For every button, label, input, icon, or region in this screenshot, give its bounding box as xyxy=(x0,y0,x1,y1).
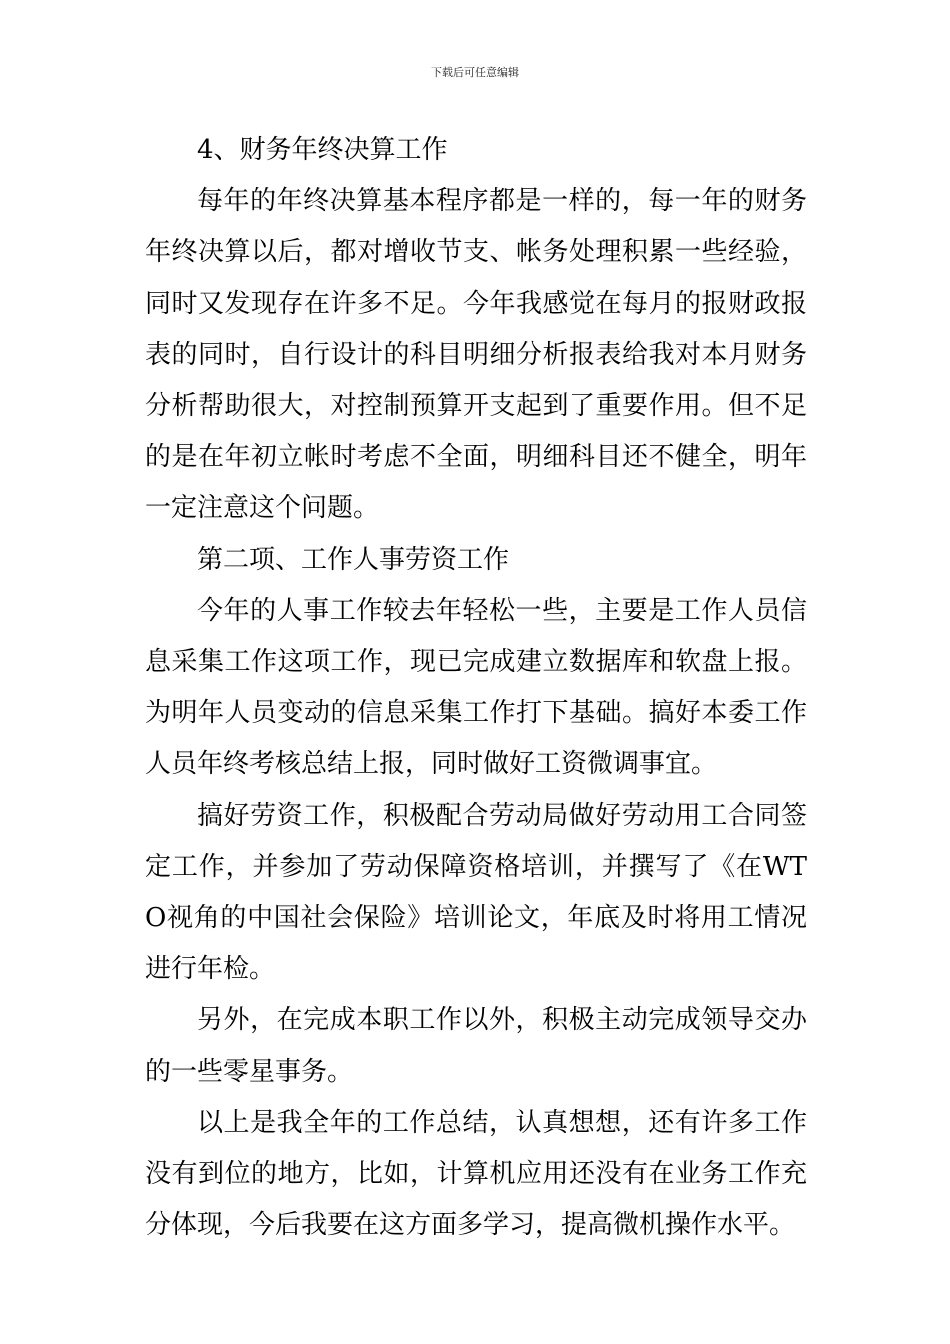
document-body xyxy=(145,125,807,1251)
page-header: 下载后可任意编辑 xyxy=(431,66,519,79)
section-heading-finance: 4、财务年终决算工作 xyxy=(197,135,448,165)
paragraph-personnel-work: 今年的人事工作较去年轻松一些，主要是工作人员信息采集工作这项工作，现已完成建立数据库和软盘上报。为明年人员变动的信息采集工作打下基础。搞好本委工作人员年终考核总结上报，同时做好工资微调事宜。 xyxy=(145,595,807,780)
paragraph-conclusion: 以上是我全年的工作总结，认真想想，还有许多工作没有到位的地方，比如，计算机应用还没有在业务工作充分体现，今后我要在这方面多学习，提高微机操作水平。 xyxy=(145,1107,807,1241)
paragraph-labor-work: 搞好劳资工作，积极配合劳动局做好劳动用工合同签定工作，并参加了劳动保障资格培训，并撰写了《在WTO视角的中国社会保险》培训论文，年底及时将用工情况进行年检。 xyxy=(145,800,807,985)
paragraph-finance-summary: 每年的年终决算基本程序都是一样的，每一年的财务年终决算以后，都对增收节支、帐务处理积累一些经验，同时又发现存在许多不足。今年我感觉在每月的报财政报表的同时，自行设计的科目明细分析报表给我对本月财务分析帮助很大，对控制预算开支起到了重要作用。但不足的是在年初立帐时考虑不全面，明细科目还不健全，明年一定注意这个问题。 xyxy=(145,186,807,524)
paragraph-other-tasks: 另外，在完成本职工作以外，积极主动完成领导交办的一些零星事务。 xyxy=(145,1005,807,1087)
section-heading-personnel: 第二项、工作人事劳资工作 xyxy=(197,544,510,575)
